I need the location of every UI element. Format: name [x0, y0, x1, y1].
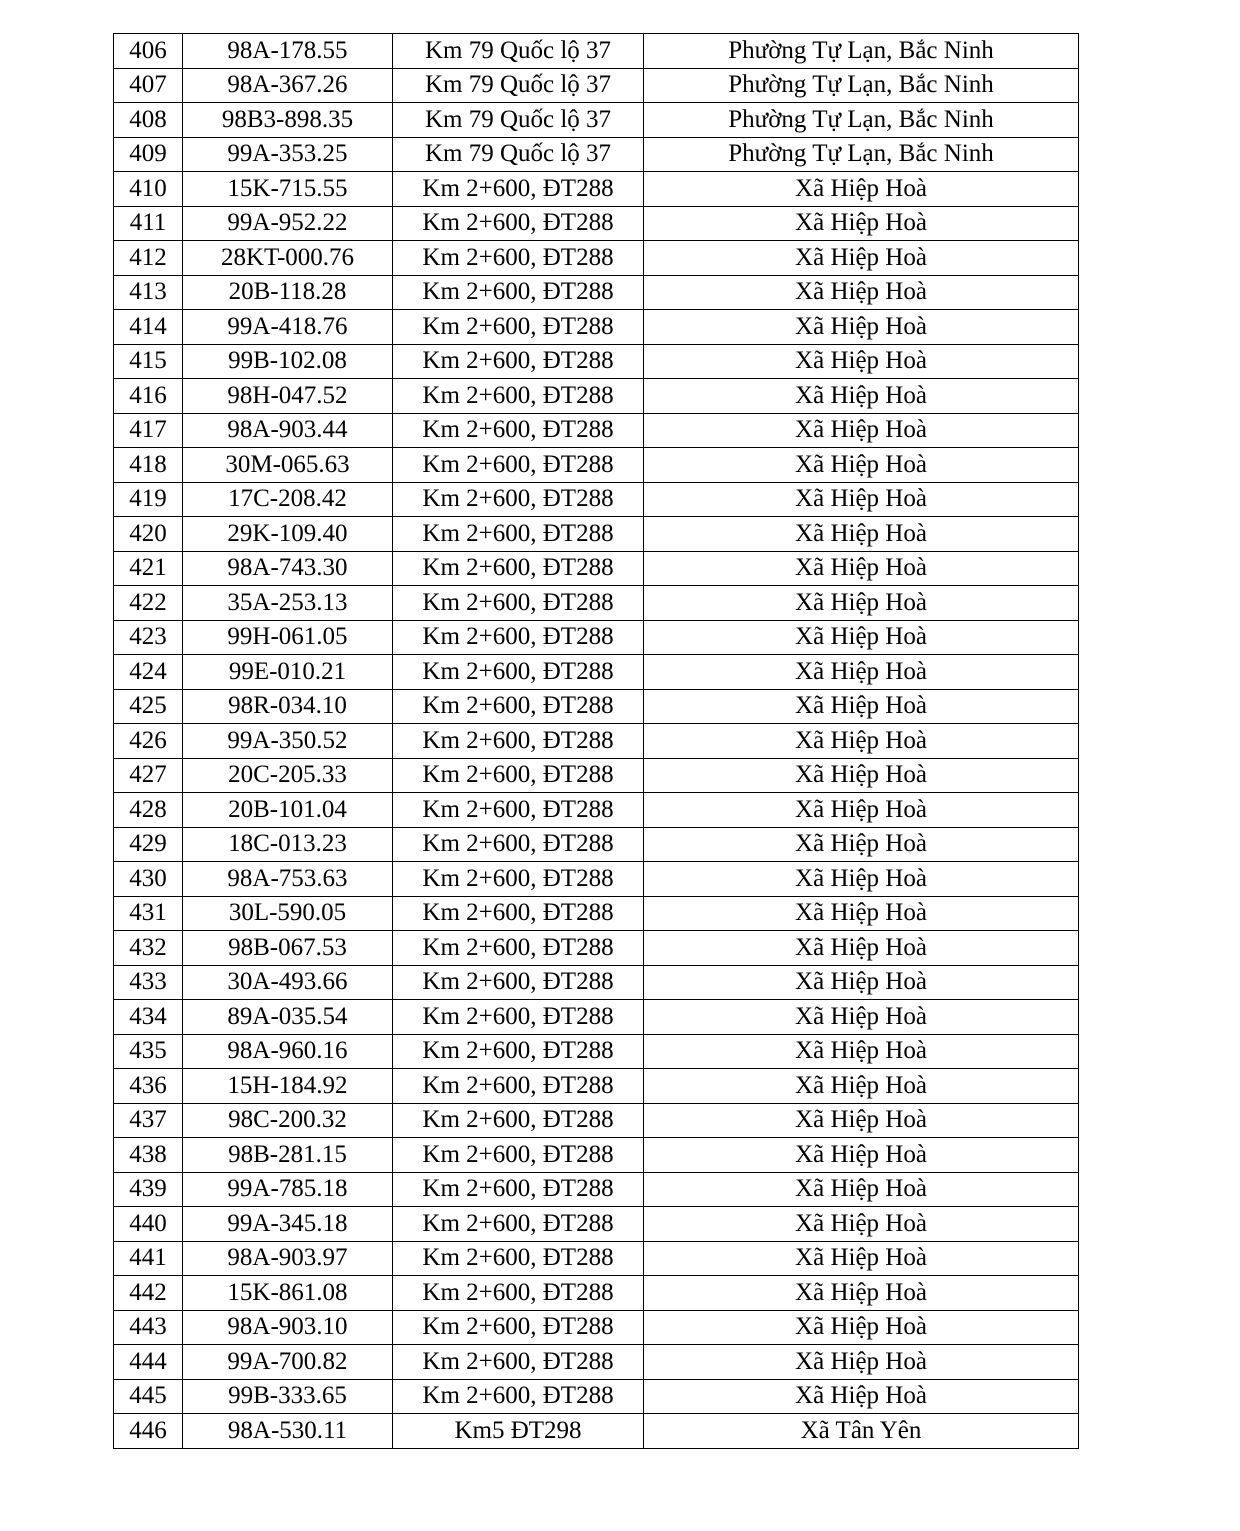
table-row [114, 620, 1079, 655]
cell-plate-number: 30L-590.05 [183, 896, 393, 931]
cell-plate-number: 98A-753.63 [183, 862, 393, 897]
table-row [114, 1207, 1079, 1242]
cell-stt: 429 [114, 827, 183, 862]
table-row [114, 517, 1079, 552]
cell-plate-number: 20B-101.04 [183, 793, 393, 828]
cell-location: Km 2+600, ĐT288 [393, 827, 644, 862]
cell-area: Xã Hiệp Hoà [644, 241, 1079, 276]
cell-area: Xã Hiệp Hoà [644, 1103, 1079, 1138]
cell-location: Km 2+600, ĐT288 [393, 1034, 644, 1069]
cell-stt: 408 [114, 103, 183, 138]
cell-plate-number: 18C-013.23 [183, 827, 393, 862]
table-row [114, 103, 1079, 138]
cell-stt: 418 [114, 448, 183, 483]
cell-area: Xã Hiệp Hoà [644, 793, 1079, 828]
cell-location: Km 2+600, ĐT288 [393, 724, 644, 759]
cell-location: Km 79 Quốc lộ 37 [393, 34, 644, 69]
cell-area: Xã Hiệp Hoà [644, 1345, 1079, 1380]
cell-stt: 435 [114, 1034, 183, 1069]
table-row [114, 551, 1079, 586]
cell-stt: 414 [114, 310, 183, 345]
table-row [114, 1138, 1079, 1173]
table-row [114, 1276, 1079, 1311]
cell-location: Km 2+600, ĐT288 [393, 275, 644, 310]
cell-plate-number: 98H-047.52 [183, 379, 393, 414]
table-row [114, 1310, 1079, 1345]
cell-plate-number: 29K-109.40 [183, 517, 393, 552]
cell-location: Km 2+600, ĐT288 [393, 344, 644, 379]
cell-area: Xã Hiệp Hoà [644, 965, 1079, 1000]
table-row [114, 137, 1079, 172]
table-row [114, 448, 1079, 483]
table-row [114, 206, 1079, 241]
cell-area: Xã Hiệp Hoà [644, 1069, 1079, 1104]
cell-location: Km 2+600, ĐT288 [393, 413, 644, 448]
cell-location: Km 2+600, ĐT288 [393, 1172, 644, 1207]
cell-stt: 430 [114, 862, 183, 897]
cell-location: Km 2+600, ĐT288 [393, 965, 644, 1000]
cell-location: Km 2+600, ĐT288 [393, 620, 644, 655]
cell-area: Xã Hiệp Hoà [644, 482, 1079, 517]
cell-stt: 433 [114, 965, 183, 1000]
cell-plate-number: 98A-903.44 [183, 413, 393, 448]
cell-location: Km 2+600, ĐT288 [393, 379, 644, 414]
cell-stt: 427 [114, 758, 183, 793]
cell-area: Phường Tự Lạn, Bắc Ninh [644, 103, 1079, 138]
table-row [114, 1241, 1079, 1276]
cell-area: Xã Hiệp Hoà [644, 206, 1079, 241]
table-row [114, 1172, 1079, 1207]
cell-location: Km 2+600, ĐT288 [393, 241, 644, 276]
cell-area: Xã Hiệp Hoà [644, 724, 1079, 759]
table-row [114, 275, 1079, 310]
cell-plate-number: 98B-281.15 [183, 1138, 393, 1173]
cell-plate-number: 89A-035.54 [183, 1000, 393, 1035]
cell-area: Xã Hiệp Hoà [644, 1207, 1079, 1242]
cell-area: Xã Hiệp Hoà [644, 448, 1079, 483]
cell-plate-number: 15H-184.92 [183, 1069, 393, 1104]
cell-plate-number: 99A-350.52 [183, 724, 393, 759]
cell-location: Km 2+600, ĐT288 [393, 206, 644, 241]
table-row [114, 310, 1079, 345]
cell-location: Km 2+600, ĐT288 [393, 793, 644, 828]
table-body [114, 34, 1079, 1449]
table-row [114, 68, 1079, 103]
cell-stt: 431 [114, 896, 183, 931]
cell-stt: 434 [114, 1000, 183, 1035]
cell-area: Xã Hiệp Hoà [644, 655, 1079, 690]
cell-plate-number: 17C-208.42 [183, 482, 393, 517]
cell-location: Km 79 Quốc lộ 37 [393, 103, 644, 138]
cell-stt: 410 [114, 172, 183, 207]
cell-stt: 444 [114, 1345, 183, 1380]
cell-area: Xã Hiệp Hoà [644, 517, 1079, 552]
cell-stt: 428 [114, 793, 183, 828]
cell-stt: 443 [114, 1310, 183, 1345]
cell-location: Km5 ĐT298 [393, 1414, 644, 1449]
cell-stt: 446 [114, 1414, 183, 1449]
cell-plate-number: 98A-530.11 [183, 1414, 393, 1449]
cell-location: Km 2+600, ĐT288 [393, 862, 644, 897]
cell-area: Xã Hiệp Hoà [644, 620, 1079, 655]
cell-area: Xã Hiệp Hoà [644, 1241, 1079, 1276]
cell-stt: 407 [114, 68, 183, 103]
cell-plate-number: 99A-952.22 [183, 206, 393, 241]
table-row [114, 1379, 1079, 1414]
cell-stt: 424 [114, 655, 183, 690]
cell-location: Km 2+600, ĐT288 [393, 1276, 644, 1311]
cell-plate-number: 99A-345.18 [183, 1207, 393, 1242]
cell-area: Xã Hiệp Hoà [644, 310, 1079, 345]
cell-location: Km 2+600, ĐT288 [393, 172, 644, 207]
table-row [114, 793, 1079, 828]
cell-area: Phường Tự Lạn, Bắc Ninh [644, 68, 1079, 103]
table-row [114, 931, 1079, 966]
cell-plate-number: 99E-010.21 [183, 655, 393, 690]
cell-stt: 422 [114, 586, 183, 621]
cell-stt: 409 [114, 137, 183, 172]
cell-area: Xã Hiệp Hoà [644, 586, 1079, 621]
cell-plate-number: 35A-253.13 [183, 586, 393, 621]
cell-plate-number: 99A-785.18 [183, 1172, 393, 1207]
cell-stt: 425 [114, 689, 183, 724]
cell-stt: 445 [114, 1379, 183, 1414]
cell-stt: 419 [114, 482, 183, 517]
cell-plate-number: 98A-903.97 [183, 1241, 393, 1276]
cell-area: Xã Hiệp Hoà [644, 1276, 1079, 1311]
table-row [114, 586, 1079, 621]
table-row [114, 172, 1079, 207]
cell-area: Xã Hiệp Hoà [644, 379, 1079, 414]
cell-location: Km 79 Quốc lộ 37 [393, 137, 644, 172]
cell-area: Xã Hiệp Hoà [644, 931, 1079, 966]
cell-stt: 440 [114, 1207, 183, 1242]
cell-plate-number: 98A-367.26 [183, 68, 393, 103]
table-row [114, 344, 1079, 379]
cell-plate-number: 98R-034.10 [183, 689, 393, 724]
cell-location: Km 2+600, ĐT288 [393, 758, 644, 793]
cell-plate-number: 99A-700.82 [183, 1345, 393, 1380]
cell-stt: 413 [114, 275, 183, 310]
registration-table [113, 33, 1079, 1449]
cell-stt: 421 [114, 551, 183, 586]
cell-location: Km 2+600, ĐT288 [393, 517, 644, 552]
table-row [114, 413, 1079, 448]
cell-area: Xã Hiệp Hoà [644, 689, 1079, 724]
cell-stt: 411 [114, 206, 183, 241]
cell-location: Km 2+600, ĐT288 [393, 1310, 644, 1345]
cell-area: Xã Hiệp Hoà [644, 758, 1079, 793]
cell-plate-number: 15K-861.08 [183, 1276, 393, 1311]
cell-area: Xã Hiệp Hoà [644, 551, 1079, 586]
table-row [114, 655, 1079, 690]
cell-stt: 441 [114, 1241, 183, 1276]
table-row [114, 379, 1079, 414]
cell-area: Xã Hiệp Hoà [644, 1138, 1079, 1173]
cell-stt: 442 [114, 1276, 183, 1311]
cell-plate-number: 30A-493.66 [183, 965, 393, 1000]
table-row [114, 1000, 1079, 1035]
table-row [114, 689, 1079, 724]
cell-area: Xã Tân Yên [644, 1414, 1079, 1449]
cell-plate-number: 20C-205.33 [183, 758, 393, 793]
cell-stt: 423 [114, 620, 183, 655]
cell-location: Km 2+600, ĐT288 [393, 689, 644, 724]
table-row [114, 1103, 1079, 1138]
cell-location: Km 2+600, ĐT288 [393, 310, 644, 345]
cell-area: Xã Hiệp Hoà [644, 1379, 1079, 1414]
cell-stt: 438 [114, 1138, 183, 1173]
cell-area: Xã Hiệp Hoà [644, 275, 1079, 310]
table-row [114, 724, 1079, 759]
cell-location: Km 2+600, ĐT288 [393, 1103, 644, 1138]
cell-location: Km 2+600, ĐT288 [393, 448, 644, 483]
cell-stt: 415 [114, 344, 183, 379]
cell-location: Km 2+600, ĐT288 [393, 1207, 644, 1242]
cell-plate-number: 30M-065.63 [183, 448, 393, 483]
cell-location: Km 79 Quốc lộ 37 [393, 68, 644, 103]
cell-area: Xã Hiệp Hoà [644, 1034, 1079, 1069]
cell-plate-number: 98A-903.10 [183, 1310, 393, 1345]
cell-plate-number: 98A-743.30 [183, 551, 393, 586]
registration-table-container [113, 33, 1078, 1449]
cell-stt: 437 [114, 1103, 183, 1138]
cell-location: Km 2+600, ĐT288 [393, 655, 644, 690]
table-row [114, 482, 1079, 517]
cell-location: Km 2+600, ĐT288 [393, 1379, 644, 1414]
table-row [114, 1069, 1079, 1104]
cell-area: Xã Hiệp Hoà [644, 896, 1079, 931]
cell-plate-number: 99B-333.65 [183, 1379, 393, 1414]
cell-stt: 436 [114, 1069, 183, 1104]
cell-area: Xã Hiệp Hoà [644, 413, 1079, 448]
table-row [114, 827, 1079, 862]
cell-location: Km 2+600, ĐT288 [393, 1138, 644, 1173]
cell-stt: 420 [114, 517, 183, 552]
cell-plate-number: 98B-067.53 [183, 931, 393, 966]
cell-plate-number: 99A-353.25 [183, 137, 393, 172]
cell-area: Xã Hiệp Hoà [644, 862, 1079, 897]
cell-plate-number: 98A-960.16 [183, 1034, 393, 1069]
cell-location: Km 2+600, ĐT288 [393, 586, 644, 621]
table-row [114, 1034, 1079, 1069]
table-row [114, 34, 1079, 69]
table-row [114, 965, 1079, 1000]
table-row [114, 896, 1079, 931]
cell-stt: 426 [114, 724, 183, 759]
cell-stt: 439 [114, 1172, 183, 1207]
cell-plate-number: 99A-418.76 [183, 310, 393, 345]
cell-location: Km 2+600, ĐT288 [393, 482, 644, 517]
cell-location: Km 2+600, ĐT288 [393, 1241, 644, 1276]
cell-area: Xã Hiệp Hoà [644, 344, 1079, 379]
cell-plate-number: 98A-178.55 [183, 34, 393, 69]
cell-plate-number: 98B3-898.35 [183, 103, 393, 138]
cell-area: Xã Hiệp Hoà [644, 1310, 1079, 1345]
cell-location: Km 2+600, ĐT288 [393, 896, 644, 931]
cell-location: Km 2+600, ĐT288 [393, 931, 644, 966]
cell-location: Km 2+600, ĐT288 [393, 1000, 644, 1035]
cell-plate-number: 20B-118.28 [183, 275, 393, 310]
cell-stt: 412 [114, 241, 183, 276]
cell-stt: 406 [114, 34, 183, 69]
cell-stt: 416 [114, 379, 183, 414]
table-row [114, 1414, 1079, 1449]
cell-area: Xã Hiệp Hoà [644, 172, 1079, 207]
cell-area: Xã Hiệp Hoà [644, 827, 1079, 862]
cell-plate-number: 99H-061.05 [183, 620, 393, 655]
cell-area: Phường Tự Lạn, Bắc Ninh [644, 137, 1079, 172]
cell-area: Xã Hiệp Hoà [644, 1000, 1079, 1035]
cell-area: Xã Hiệp Hoà [644, 1172, 1079, 1207]
cell-plate-number: 99B-102.08 [183, 344, 393, 379]
cell-plate-number: 15K-715.55 [183, 172, 393, 207]
cell-plate-number: 98C-200.32 [183, 1103, 393, 1138]
table-row [114, 241, 1079, 276]
table-row [114, 1345, 1079, 1380]
cell-stt: 432 [114, 931, 183, 966]
table-row [114, 862, 1079, 897]
cell-location: Km 2+600, ĐT288 [393, 1069, 644, 1104]
cell-stt: 417 [114, 413, 183, 448]
cell-plate-number: 28KT-000.76 [183, 241, 393, 276]
cell-location: Km 2+600, ĐT288 [393, 551, 644, 586]
cell-location: Km 2+600, ĐT288 [393, 1345, 644, 1380]
cell-area: Phường Tự Lạn, Bắc Ninh [644, 34, 1079, 69]
table-row [114, 758, 1079, 793]
